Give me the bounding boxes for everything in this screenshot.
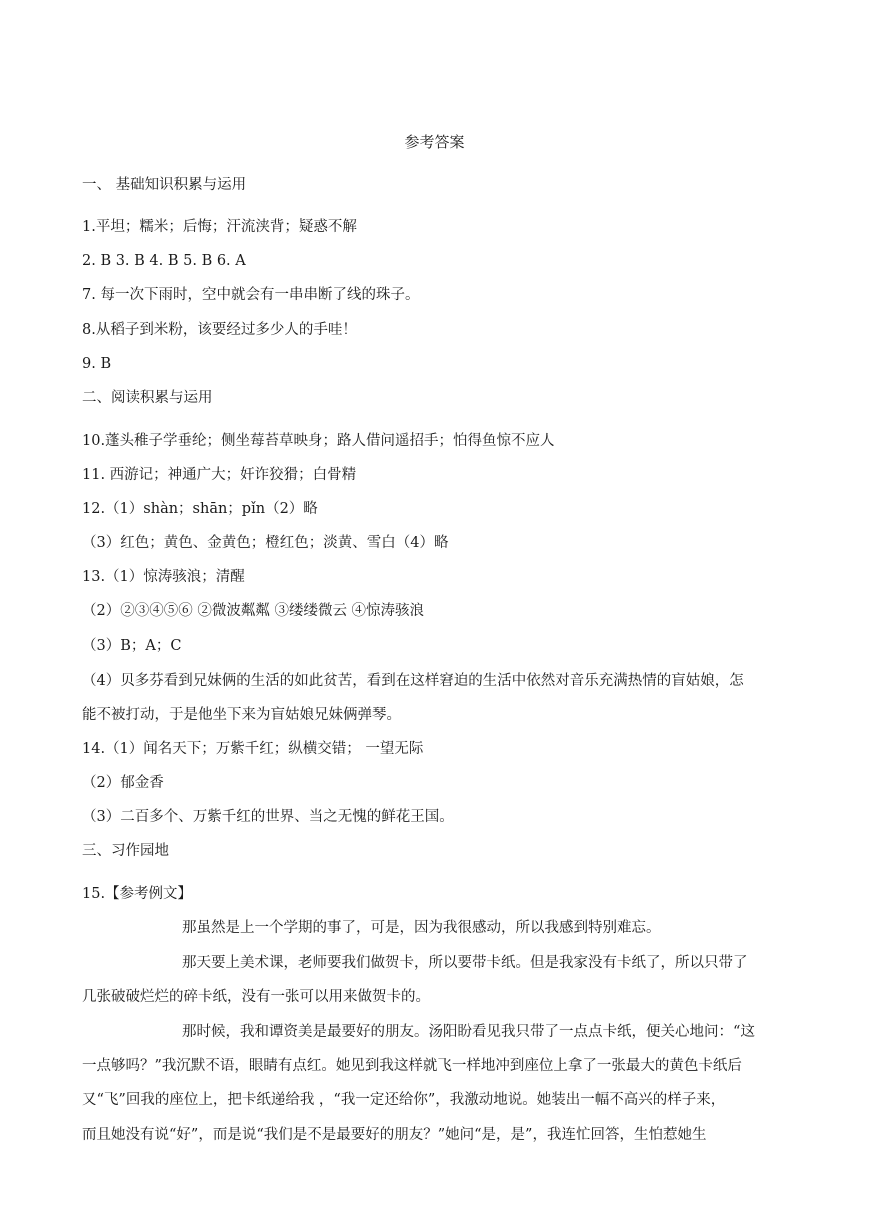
answer-line: 7. 每一次下雨时，空中就会有一串串断了线的珠子。 <box>82 287 420 303</box>
answer-line: （2）郁金香 <box>82 775 164 791</box>
essay-paragraph-line: 又“飞”回我的座位上，把卡纸递给我 ，“我一定还给你”，我激动地说。她装出一幅不高兴的样子来， <box>82 1092 726 1108</box>
section-heading-1: 一、 基础知识积累与运用 <box>82 177 247 193</box>
essay-paragraph-line: 几张破破烂烂的碎卡纸，没有一张可以用来做贺卡的。 <box>82 989 430 1005</box>
page-title: 参考答案 <box>404 133 465 151</box>
essay-paragraph-line: 那虽然是上一个学期的事了，可是，因为我很感动，所以我感到特别难忘。 <box>182 920 661 936</box>
answer-line: 10.蓬头稚子学垂纶；侧坐莓苔草映身；路人借问遥招手；怕得鱼惊不应人 <box>82 433 555 449</box>
answer-line: 2. B 3. B 4. B 5. B 6. A <box>82 253 246 269</box>
answer-line: 15.【参考例文】 <box>82 886 193 902</box>
answer-line: （3）二百多个、万紫千红的世界、当之无愧的鲜花王国。 <box>82 809 454 825</box>
section-heading-2: 二、阅读积累与运用 <box>82 390 213 406</box>
answer-line: （4）贝多芬看到兄妹俩的生活的如此贫苦，看到在这样窘迫的生活中依然对音乐充满热情的盲姑娘，怎 <box>82 673 744 689</box>
answer-line: 12.（1）shàn；shān；pǐn（2）略 <box>82 501 318 517</box>
essay-paragraph-line: 那时候，我和谭资美是最要好的朋友。汤阳盼看见我只带了一点点卡纸，便关心地问：“这 <box>182 1024 755 1040</box>
answer-line: 能不被打动，于是他坐下来为盲姑娘兄妹俩弹琴。 <box>82 707 401 723</box>
essay-paragraph-line: 而且她没有说“好”，而是说“我们是不是最要好的朋友？”她问“是，是”，我连忙回答，生怕惹她生 <box>82 1127 707 1143</box>
section-heading-3: 三、习作园地 <box>82 843 169 859</box>
answer-line: 1.平坦；糯米；后悔；汗流浃背；疑惑不解 <box>82 219 357 235</box>
answer-line: （2）②③④⑤⑥ ②微波粼粼 ③缕缕微云 ④惊涛骇浪 <box>82 603 425 619</box>
answer-line: 9. B <box>82 356 112 372</box>
answer-line: 8.从稻子到米粉，该要经过多少人的手哇！ <box>82 322 357 338</box>
answer-line: 11. 西游记；神通广大；奸诈狡猾；白骨精 <box>82 467 357 483</box>
answer-line: （3）B；A；C <box>82 638 182 654</box>
answer-line: （3）红色；黄色、金黄色；橙红色；淡黄、雪白（4）略 <box>82 535 449 551</box>
essay-paragraph-line: 一点够吗？”我沉默不语，眼睛有点红。她见到我这样就飞一样地冲到座位上拿了一张最大的黄色卡纸后 <box>82 1058 742 1074</box>
essay-paragraph-line: 那天要上美术课，老师要我们做贺卡，所以要带卡纸。但是我家没有卡纸了，所以只带了 <box>182 955 748 971</box>
answer-line: 13.（1）惊涛骇浪；清醒 <box>82 569 245 585</box>
answer-line: 14.（1）闻名天下；万紫千红；纵横交错； 一望无际 <box>82 741 424 757</box>
